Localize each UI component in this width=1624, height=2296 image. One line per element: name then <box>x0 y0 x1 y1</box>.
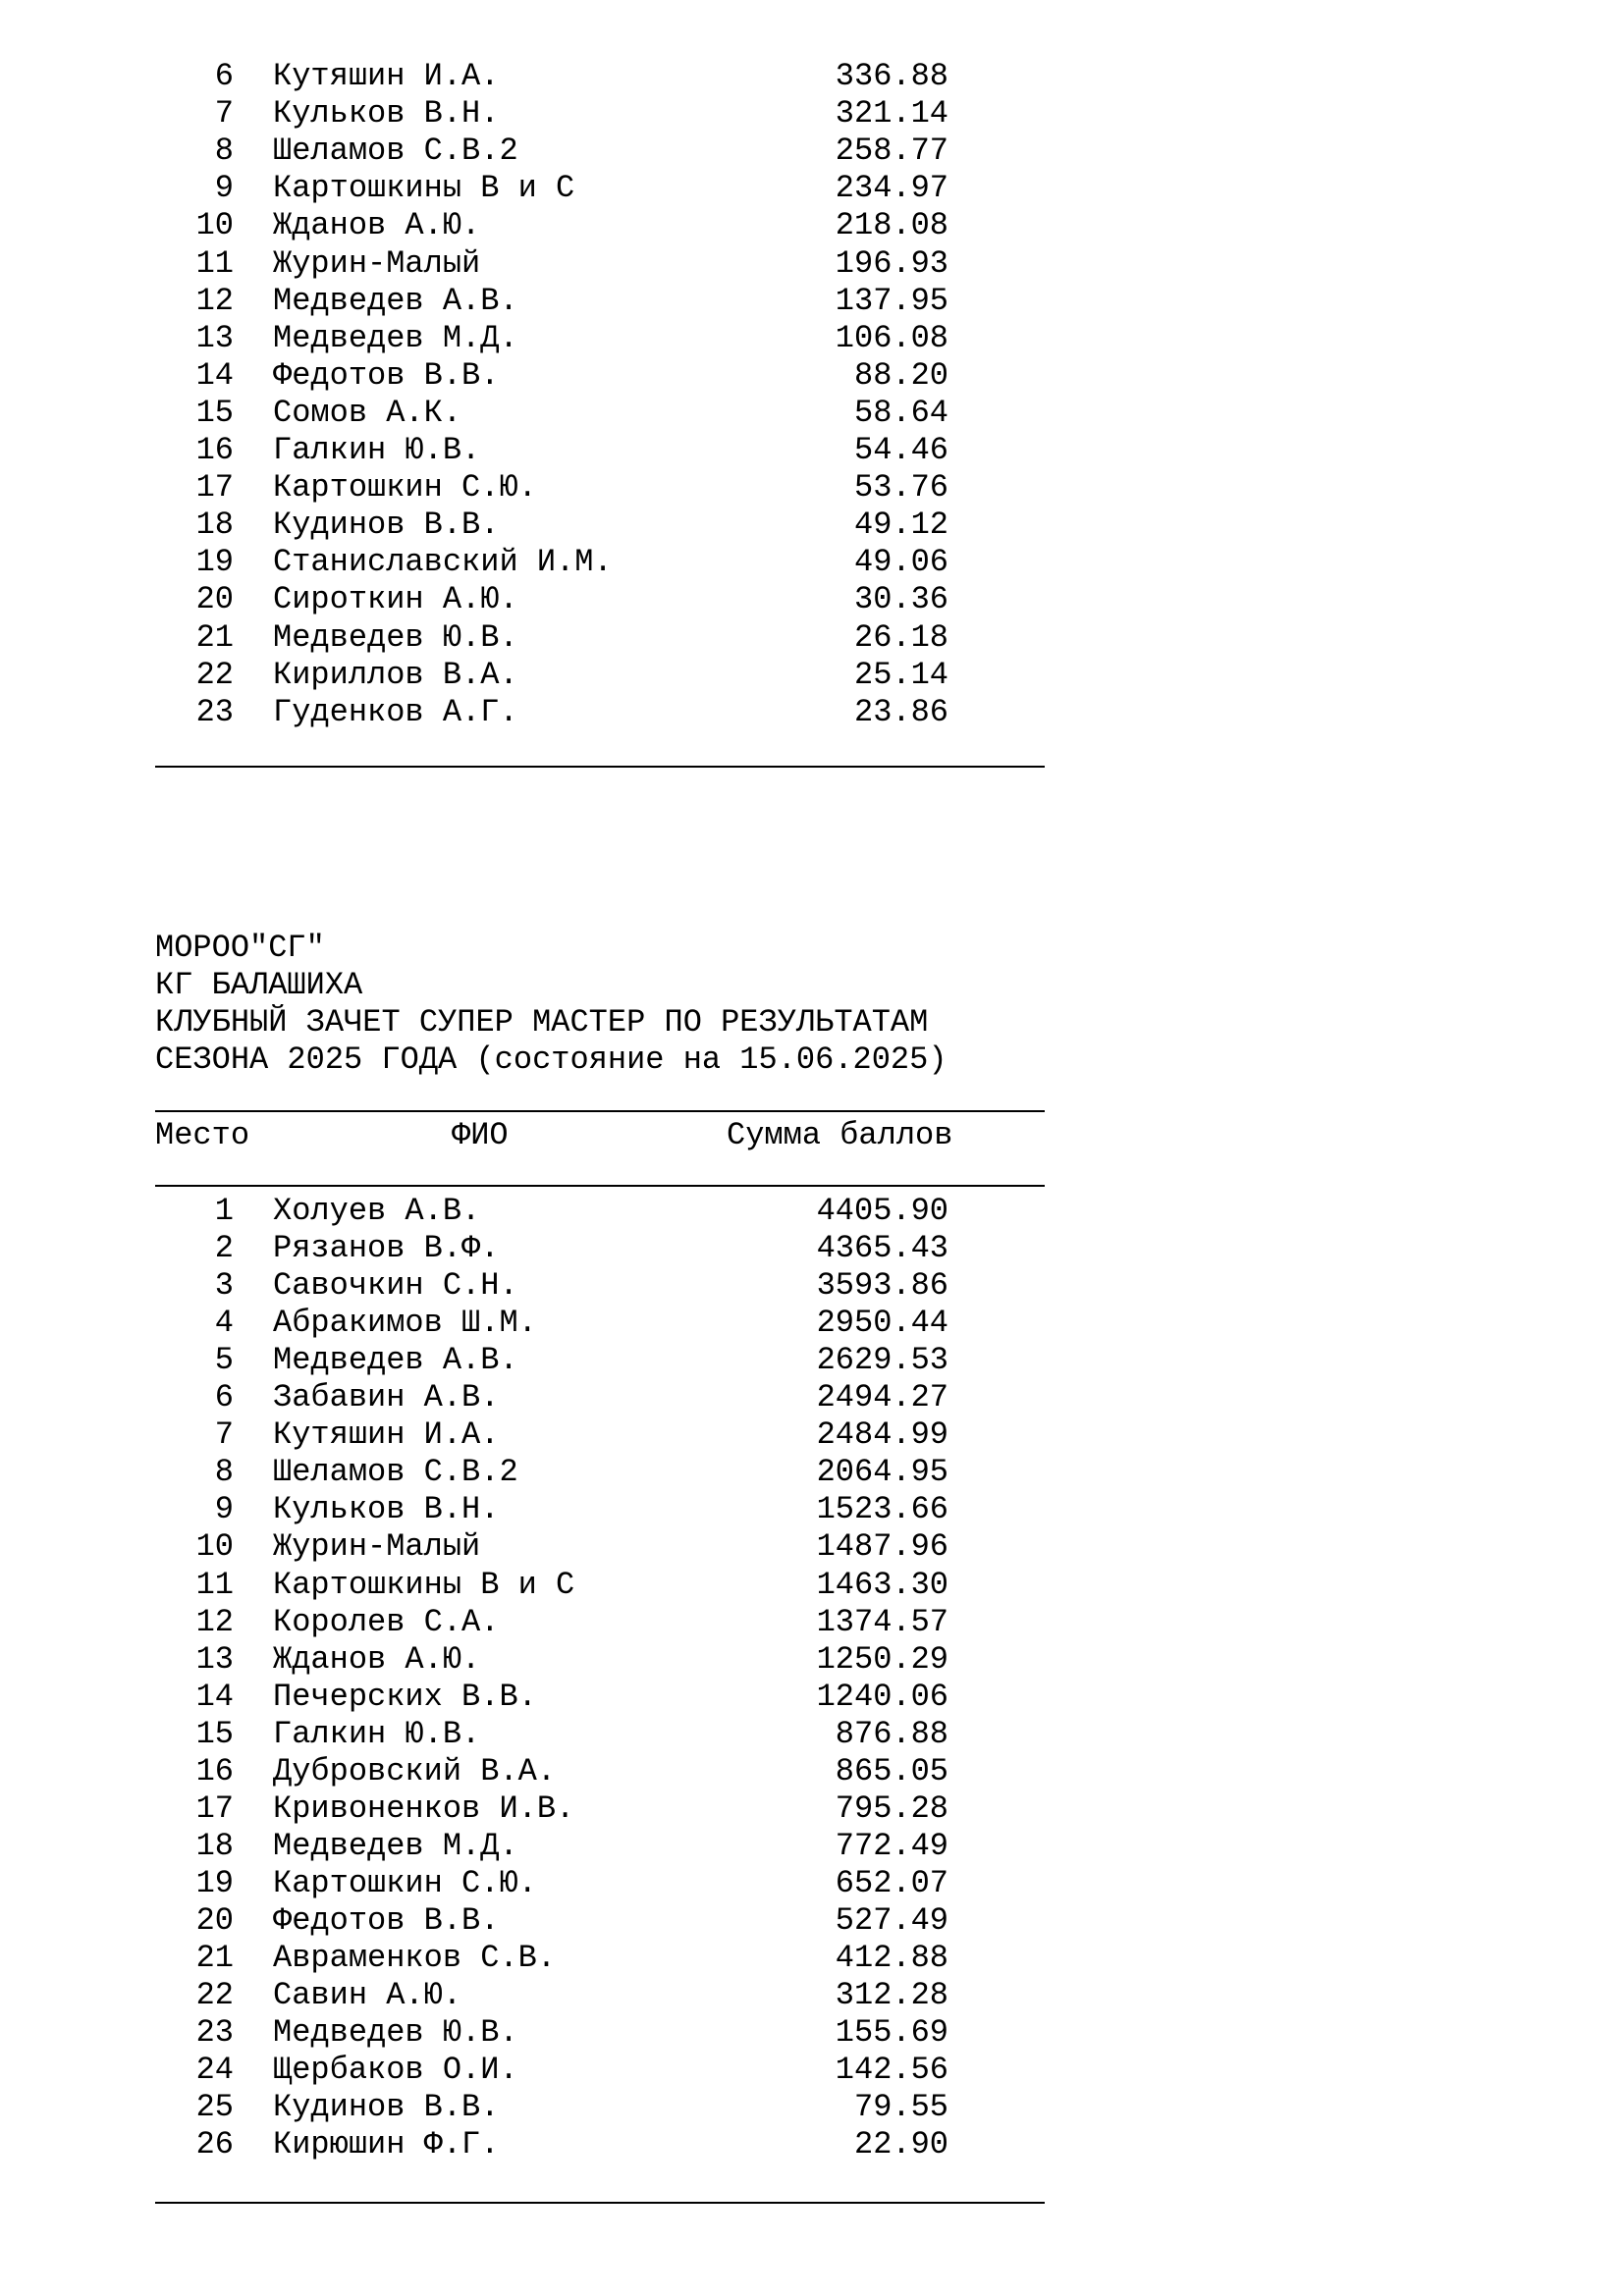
row-name: Кутяшин И.А. <box>273 58 500 94</box>
row-place: 23 <box>195 2014 234 2052</box>
row-name: Кривоненков И.В. <box>273 1789 575 1827</box>
row-score: 312.28 <box>835 1977 948 2014</box>
row-name: Гуденков А.Г. <box>273 693 518 730</box>
header-top-rule <box>155 1110 1045 1112</box>
row-name: Медведев А.В. <box>273 1342 518 1379</box>
row-score: 4405.90 <box>816 1193 948 1229</box>
row-score: 1250.29 <box>816 1640 948 1678</box>
column-header-name: ФИО <box>452 1117 509 1153</box>
row-place: 23 <box>195 693 234 730</box>
table-row <box>0 1491 1080 1528</box>
table-row <box>0 1604 1080 1641</box>
table-row <box>0 357 1080 395</box>
row-name: Жданов А.Ю. <box>273 1640 481 1678</box>
row-name: Сироткин А.Ю. <box>273 581 518 618</box>
row-score: 2494.27 <box>816 1379 948 1416</box>
main-table-bottom-rule <box>155 2202 1045 2204</box>
row-name: Кирюшин Ф.Г. <box>273 2126 500 2163</box>
row-score: 22.90 <box>853 2126 948 2163</box>
row-name: Медведев М.Д. <box>273 319 518 356</box>
row-score: 155.69 <box>835 2014 948 2052</box>
row-name: Журин-Малый <box>273 1528 481 1566</box>
table-row <box>0 395 1080 432</box>
row-score: 79.55 <box>853 2089 948 2126</box>
table-row <box>0 432 1080 469</box>
row-name: Рязанов В.Ф. <box>273 1230 500 1267</box>
row-name: Печерских В.В. <box>273 1678 537 1715</box>
row-place: 4 <box>214 1305 234 1342</box>
row-name: Сомов А.К. <box>273 394 462 431</box>
table-row <box>0 95 1080 133</box>
table-row <box>0 1416 1080 1454</box>
row-name: Медведев Ю.В. <box>273 2014 518 2052</box>
table-row <box>0 1193 1080 1230</box>
table-row <box>0 1902 1080 1940</box>
row-score: 49.06 <box>853 544 948 581</box>
row-place: 12 <box>195 1603 234 1640</box>
row-score: 54.46 <box>853 432 948 468</box>
table-row <box>0 657 1080 694</box>
top-table-bottom-rule <box>155 766 1045 768</box>
table-row <box>0 1305 1080 1342</box>
row-place: 20 <box>195 581 234 618</box>
row-score: 527.49 <box>835 1901 948 1939</box>
row-score: 1240.06 <box>816 1678 948 1715</box>
column-header-score: Сумма баллов <box>727 1117 953 1153</box>
row-place: 20 <box>195 1901 234 1939</box>
row-place: 16 <box>195 1752 234 1789</box>
table-row <box>0 1790 1080 1828</box>
row-name: Картошкин С.Ю. <box>273 469 537 507</box>
table-row <box>0 207 1080 244</box>
row-name: Кульков В.Н. <box>273 1491 500 1528</box>
row-name: Кутяшин И.А. <box>273 1416 500 1454</box>
table-row <box>0 469 1080 507</box>
row-score: 865.05 <box>835 1752 948 1789</box>
table-row <box>0 1641 1080 1679</box>
row-score: 321.14 <box>835 95 948 133</box>
table-row <box>0 1753 1080 1790</box>
row-place: 19 <box>195 1864 234 1901</box>
row-score: 795.28 <box>835 1789 948 1827</box>
table-row <box>0 2089 1080 2126</box>
row-name: Картошкины В и С <box>273 170 575 207</box>
row-score: 49.12 <box>853 507 948 544</box>
row-place: 8 <box>214 1454 234 1491</box>
row-place: 12 <box>195 282 234 319</box>
row-name: Холуев А.В. <box>273 1193 481 1229</box>
row-name: Картошкин С.Ю. <box>273 1864 537 1901</box>
table-row <box>0 1528 1080 1566</box>
table-row <box>0 544 1080 581</box>
column-header-place: Место <box>155 1117 250 1153</box>
table-row <box>0 507 1080 544</box>
row-place: 13 <box>195 1640 234 1678</box>
table-row <box>0 58 1080 95</box>
report-title: КЛУБНЫЙ ЗАЧЕТ СУПЕР МАСТЕР ПО РЕЗУЛЬТАТАМ <box>155 1004 929 1041</box>
row-place: 26 <box>195 2126 234 2163</box>
row-name: Щербаков О.И. <box>273 2052 518 2089</box>
row-place: 3 <box>214 1267 234 1305</box>
row-name: Медведев А.В. <box>273 282 518 319</box>
row-score: 106.08 <box>835 319 948 356</box>
table-row <box>0 2014 1080 2052</box>
row-name: Кудинов В.В. <box>273 507 500 544</box>
row-place: 22 <box>195 1977 234 2014</box>
row-score: 4365.43 <box>816 1230 948 1267</box>
row-place: 8 <box>214 133 234 170</box>
row-score: 258.77 <box>835 133 948 170</box>
row-name: Галкин Ю.В. <box>273 1715 481 1752</box>
row-score: 196.93 <box>835 244 948 282</box>
table-row <box>0 1230 1080 1267</box>
row-place: 25 <box>195 2089 234 2126</box>
row-name: Шеламов С.В.2 <box>273 133 518 170</box>
row-name: Жданов А.Ю. <box>273 207 481 244</box>
row-place: 15 <box>195 394 234 431</box>
row-place: 11 <box>195 1566 234 1603</box>
row-score: 1487.96 <box>816 1528 948 1566</box>
row-score: 1374.57 <box>816 1603 948 1640</box>
row-place: 13 <box>195 319 234 356</box>
row-score: 88.20 <box>853 356 948 394</box>
row-name: Абракимов Ш.М. <box>273 1305 537 1342</box>
row-place: 5 <box>214 1342 234 1379</box>
table-row <box>0 2052 1080 2089</box>
table-row <box>0 170 1080 207</box>
row-score: 30.36 <box>853 581 948 618</box>
row-score: 58.64 <box>853 394 948 431</box>
report-subtitle: СЕЗОНА 2025 ГОДА (состояние на 15.06.2025) <box>155 1041 947 1078</box>
table-row <box>0 1716 1080 1753</box>
table-row <box>0 1865 1080 1902</box>
row-score: 1523.66 <box>816 1491 948 1528</box>
row-name: Кульков В.Н. <box>273 95 500 133</box>
row-score: 772.49 <box>835 1827 948 1864</box>
row-name: Кудинов В.В. <box>273 2089 500 2126</box>
row-place: 15 <box>195 1715 234 1752</box>
table-row <box>0 694 1080 731</box>
row-place: 18 <box>195 1827 234 1864</box>
table-row <box>0 1379 1080 1416</box>
row-name: Савочкин С.Н. <box>273 1267 518 1305</box>
row-place: 16 <box>195 432 234 468</box>
row-name: Медведев Ю.В. <box>273 618 518 656</box>
row-score: 137.95 <box>835 282 948 319</box>
table-row <box>0 1567 1080 1604</box>
row-place: 14 <box>195 1678 234 1715</box>
row-name: Забавин А.В. <box>273 1379 500 1416</box>
row-name: Картошкины В и С <box>273 1566 575 1603</box>
row-score: 876.88 <box>835 1715 948 1752</box>
row-place: 7 <box>214 95 234 133</box>
row-score: 218.08 <box>835 207 948 244</box>
row-name: Савин А.Ю. <box>273 1977 462 2014</box>
table-row <box>0 1828 1080 1865</box>
row-name: Федотов В.В. <box>273 356 500 394</box>
row-place: 17 <box>195 1789 234 1827</box>
row-place: 7 <box>214 1416 234 1454</box>
table-row <box>0 619 1080 657</box>
header-bottom-rule <box>155 1185 1045 1187</box>
row-place: 9 <box>214 1491 234 1528</box>
table-row <box>0 2126 1080 2163</box>
row-name: Федотов В.В. <box>273 1901 500 1939</box>
row-name: Шеламов С.В.2 <box>273 1454 518 1491</box>
row-score: 142.56 <box>835 2052 948 2089</box>
row-name: Станиславский И.М. <box>273 544 613 581</box>
table-row <box>0 133 1080 170</box>
row-place: 10 <box>195 207 234 244</box>
row-score: 25.14 <box>853 656 948 693</box>
row-name: Дубровский В.А. <box>273 1752 557 1789</box>
row-score: 336.88 <box>835 58 948 94</box>
row-place: 14 <box>195 356 234 394</box>
row-place: 1 <box>214 1193 234 1229</box>
row-name: Журин-Малый <box>273 244 481 282</box>
row-place: 10 <box>195 1528 234 1566</box>
club-name: КГ БАЛАШИХА <box>155 967 363 1003</box>
row-place: 11 <box>195 244 234 282</box>
row-place: 21 <box>195 618 234 656</box>
table-row <box>0 1267 1080 1305</box>
row-place: 17 <box>195 469 234 507</box>
table-row <box>0 1679 1080 1716</box>
row-score: 3593.86 <box>816 1267 948 1305</box>
row-name: Кириллов В.А. <box>273 656 518 693</box>
row-name: Авраменков С.В. <box>273 1940 557 1976</box>
row-place: 9 <box>214 170 234 207</box>
table-row <box>0 1342 1080 1379</box>
row-score: 2064.95 <box>816 1454 948 1491</box>
table-row <box>0 245 1080 283</box>
row-place: 2 <box>214 1230 234 1267</box>
row-score: 53.76 <box>853 469 948 507</box>
row-place: 6 <box>214 58 234 94</box>
organization-name: МОРОО"СГ" <box>155 930 325 966</box>
table-row <box>0 283 1080 320</box>
row-score: 652.07 <box>835 1864 948 1901</box>
row-score: 2950.44 <box>816 1305 948 1342</box>
table-row <box>0 1940 1080 1977</box>
row-score: 412.88 <box>835 1940 948 1976</box>
row-name: Королев С.А. <box>273 1603 500 1640</box>
row-place: 24 <box>195 2052 234 2089</box>
row-score: 1463.30 <box>816 1566 948 1603</box>
table-row <box>0 320 1080 357</box>
table-row <box>0 581 1080 618</box>
row-place: 19 <box>195 544 234 581</box>
row-place: 22 <box>195 656 234 693</box>
row-name: Галкин Ю.В. <box>273 432 481 468</box>
table-row <box>0 1977 1080 2014</box>
row-score: 26.18 <box>853 618 948 656</box>
row-place: 18 <box>195 507 234 544</box>
row-score: 2484.99 <box>816 1416 948 1454</box>
row-name: Медведев М.Д. <box>273 1827 518 1864</box>
table-row <box>0 1454 1080 1491</box>
row-score: 23.86 <box>853 693 948 730</box>
row-score: 234.97 <box>835 170 948 207</box>
row-score: 2629.53 <box>816 1342 948 1379</box>
row-place: 6 <box>214 1379 234 1416</box>
row-place: 21 <box>195 1940 234 1976</box>
